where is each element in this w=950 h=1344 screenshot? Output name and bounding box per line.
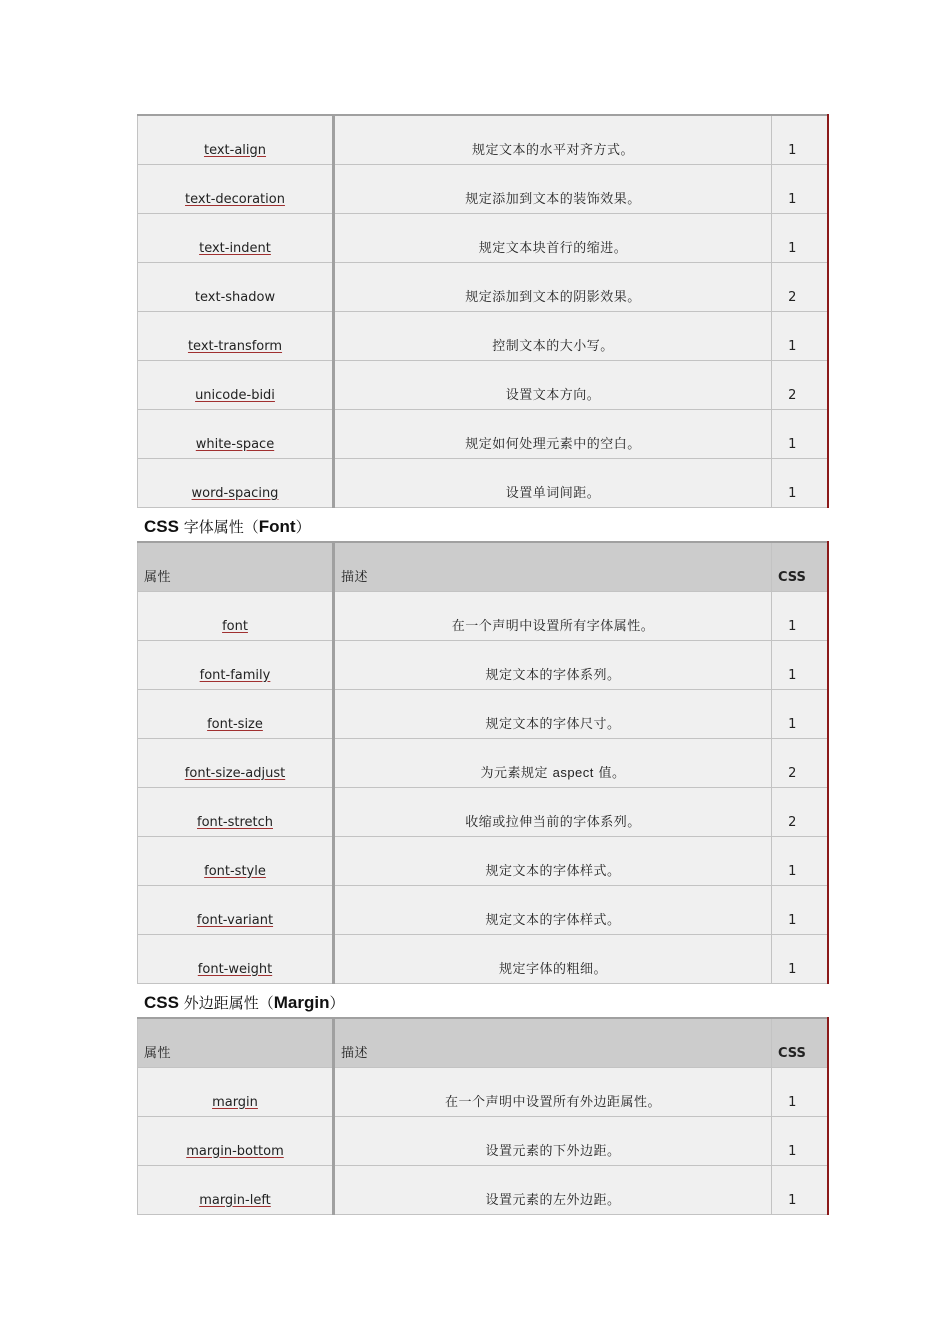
aspect-code: aspect xyxy=(552,764,594,780)
css-version: 1 xyxy=(772,213,828,262)
property-link[interactable]: unicode-bidi xyxy=(195,387,275,403)
table-row xyxy=(138,164,828,213)
property-description: 规定字体的粗细。 xyxy=(334,934,772,983)
property-description: 在一个声明中设置所有外边距属性。 xyxy=(334,1067,772,1116)
property-link[interactable]: text-align xyxy=(203,142,267,158)
css-version: 1 xyxy=(772,885,828,934)
table-header-row xyxy=(138,1018,828,1067)
property-description: 规定文本的字体尺寸。 xyxy=(334,689,772,738)
property-description: 为元素规定 aspect 值。 xyxy=(334,738,772,787)
css-version: 1 xyxy=(772,1165,828,1214)
table-row xyxy=(138,360,828,409)
property-link[interactable]: font xyxy=(222,618,248,634)
table-row xyxy=(138,787,828,836)
property-link[interactable]: font-weight xyxy=(197,961,273,977)
property-link[interactable]: text-decoration xyxy=(185,191,285,207)
property-description: 设置元素的左外边距。 xyxy=(334,1165,772,1214)
margin-properties-table xyxy=(137,1017,827,1215)
table-row xyxy=(138,836,828,885)
property-link[interactable]: font-size xyxy=(207,716,263,732)
table-row xyxy=(138,311,828,360)
css-version: 1 xyxy=(772,1116,828,1165)
property-link[interactable]: text-transform xyxy=(187,338,283,354)
property-description: 设置文本方向。 xyxy=(334,360,772,409)
property-link[interactable]: margin xyxy=(212,1094,258,1110)
property-description: 规定文本的字体样式。 xyxy=(334,885,772,934)
property-description: 规定添加到文本的阴影效果。 xyxy=(334,262,772,311)
table-row xyxy=(138,689,828,738)
property-description: 规定添加到文本的装饰效果。 xyxy=(334,164,772,213)
font-properties-table xyxy=(137,541,827,984)
table-row xyxy=(138,934,828,983)
table-row xyxy=(138,1116,828,1165)
header-property: 属性 xyxy=(138,542,334,591)
css-version: 2 xyxy=(772,787,828,836)
text-properties-table xyxy=(137,114,827,508)
css-version: 1 xyxy=(772,1067,828,1116)
header-description: 描述 xyxy=(334,542,772,591)
property-description: 规定文本的字体系列。 xyxy=(334,640,772,689)
css-version: 1 xyxy=(772,689,828,738)
font-section-title: CSS 字体属性（Font） xyxy=(144,517,311,536)
table-row xyxy=(138,1067,828,1116)
property-description: 设置元素的下外边距。 xyxy=(334,1116,772,1165)
table-header-row xyxy=(138,542,828,591)
table-row xyxy=(138,591,828,640)
property-link[interactable]: white-space xyxy=(195,436,275,452)
property-description: 规定文本的水平对齐方式。 xyxy=(334,115,772,164)
table-row xyxy=(138,213,828,262)
table-row xyxy=(138,1165,828,1214)
property-description: 规定文本的字体样式。 xyxy=(334,836,772,885)
table-row xyxy=(138,885,828,934)
property-link[interactable]: font-variant xyxy=(196,912,274,928)
header-css: CSS xyxy=(772,542,828,591)
property-link[interactable]: margin-bottom xyxy=(186,1143,284,1159)
css-version: 2 xyxy=(772,262,828,311)
property-description: 规定文本块首行的缩进。 xyxy=(334,213,772,262)
property-name: text-shadow xyxy=(194,289,276,305)
property-description: 在一个声明中设置所有字体属性。 xyxy=(334,591,772,640)
css-version: 1 xyxy=(772,591,828,640)
header-description: 描述 xyxy=(334,1018,772,1067)
css-version: 1 xyxy=(772,115,828,164)
css-version: 1 xyxy=(772,640,828,689)
property-link[interactable]: font-size-adjust xyxy=(184,765,286,781)
property-link[interactable]: font-stretch xyxy=(197,814,273,830)
margin-section-title: CSS 外边距属性（Margin） xyxy=(144,993,345,1012)
table-row xyxy=(138,115,828,164)
property-link[interactable]: text-indent xyxy=(199,240,271,256)
css-version: 2 xyxy=(772,738,828,787)
css-version: 1 xyxy=(772,409,828,458)
css-version: 1 xyxy=(772,164,828,213)
css-version: 1 xyxy=(772,458,828,507)
header-property: 属性 xyxy=(138,1018,334,1067)
table-row xyxy=(138,458,828,507)
table-row xyxy=(138,738,828,787)
css-version: 1 xyxy=(772,311,828,360)
table-row xyxy=(138,640,828,689)
property-description: 收缩或拉伸当前的字体系列。 xyxy=(334,787,772,836)
property-link[interactable]: margin-left xyxy=(199,1192,271,1208)
property-link[interactable]: font-family xyxy=(199,667,271,683)
css-version: 2 xyxy=(772,360,828,409)
header-css: CSS xyxy=(772,1018,828,1067)
property-description: 控制文本的大小写。 xyxy=(334,311,772,360)
property-description: 规定如何处理元素中的空白。 xyxy=(334,409,772,458)
css-version: 1 xyxy=(772,934,828,983)
table-row xyxy=(138,409,828,458)
css-version: 1 xyxy=(772,836,828,885)
property-description: 设置单词间距。 xyxy=(334,458,772,507)
property-link[interactable]: word-spacing xyxy=(191,485,279,501)
table-row xyxy=(138,262,828,311)
property-link[interactable]: font-style xyxy=(204,863,266,879)
